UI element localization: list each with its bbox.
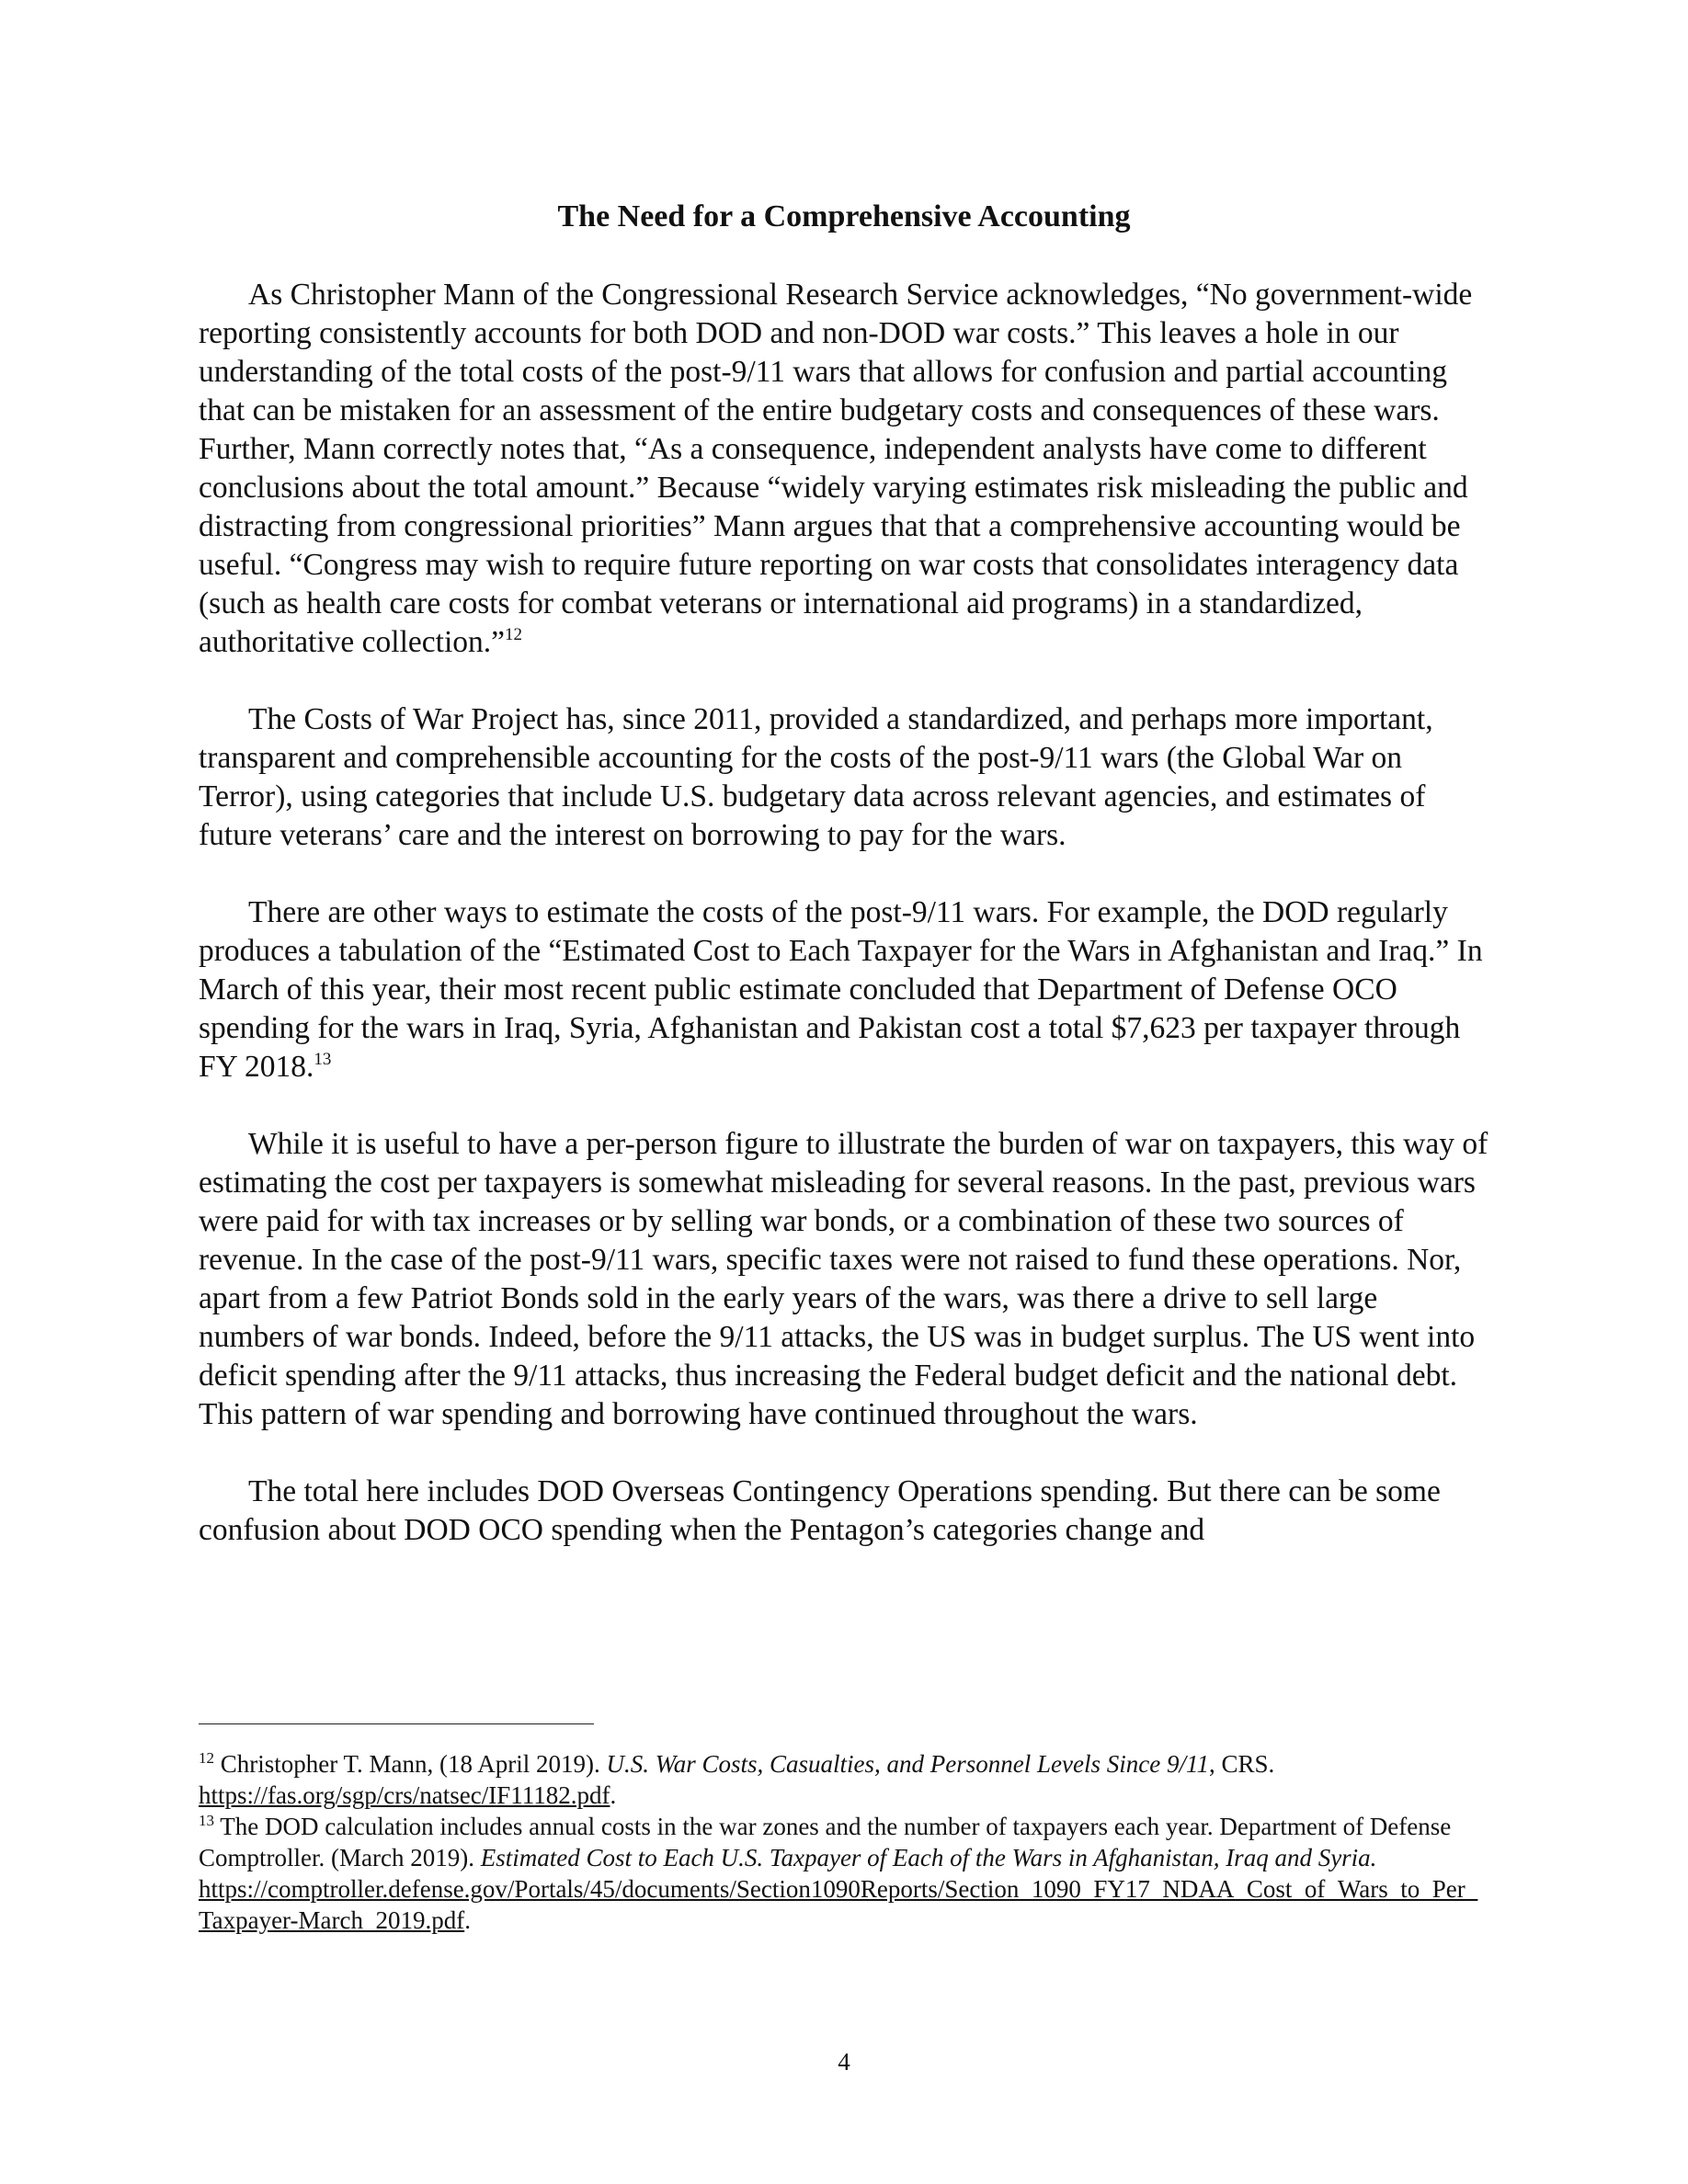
footnote-number: 12: [199, 1749, 214, 1767]
paragraph: [199, 276, 1489, 662]
footnote-reference[interactable]: 13: [314, 1050, 332, 1069]
footnote-number: 13: [199, 1812, 214, 1829]
paragraph-text: The total here includes DOD Overseas Contingency Operations spending. But there can be some confusion about DOD OCO spending when the Pentagon’s categories change and: [199, 1474, 1441, 1547]
footnotes: [199, 1748, 1489, 1936]
footnote-text: Christopher T. Mann, (18 April 2019).: [220, 1750, 607, 1778]
footnote-link[interactable]: https://fas.org/sgp/crs/natsec/IF11182.pdf: [199, 1781, 610, 1809]
body-text: [199, 276, 1489, 1588]
page-number: 4: [838, 2048, 850, 2076]
section-heading: The Need for a Comprehensive Accounting: [557, 199, 1131, 233]
paragraph: [199, 700, 1489, 855]
footnote-text: , CRS.: [1208, 1750, 1275, 1778]
footnote-title: U.S. War Costs, Casualties, and Personnel Levels Since 9/11: [606, 1750, 1209, 1778]
footnote-title: Estimated Cost to Each U.S. Taxpayer of Each of the Wars in Afghanistan, Iraq and Syria.: [480, 1844, 1377, 1871]
paragraph: [199, 893, 1489, 1086]
paragraph-text: While it is useful to have a per-person figure to illustrate the burden of war on taxpayers, this way of estimating the cost per taxpayers is somewhat misleading for several reasons. In the past, previous wars were paid for with tax increases or by selling war bonds, or a combination of these two sources of revenue. In the case of the post-9/11 wars, specific taxes were not raised to fund these operations. Nor, apart from a few Patriot Bonds sold in the early years of the wars, was there a drive to sell large numbers of war bonds. Indeed, before the 9/11 attacks, the US was in budget surplus. The US went into deficit spending after the 9/11 attacks, thus increasing the Federal budget deficit and the national debt. This pattern of war spending and borrowing have continued throughout the wars.: [199, 1127, 1488, 1431]
paragraph-text: There are other ways to estimate the costs of the post-9/11 wars. For example, the DOD regularly produces a tabulation of the “Estimated Cost to Each Taxpayer for the Wars in Afghanistan and Iraq.” In March of this year, their most recent public estimate concluded that Department of Defense OCO spending for the wars in Iraq, Syria, Afghanistan and Pakistan cost a total $7,623 per taxpayer through FY 2018.: [199, 895, 1483, 1084]
footnote: [199, 1811, 1489, 1936]
footnote-link-suffix: .: [610, 1781, 617, 1809]
footnote-link-suffix: .: [464, 1906, 471, 1934]
footnote-separator: [199, 1723, 594, 1724]
footnote-reference[interactable]: 12: [505, 625, 523, 644]
paragraph: [199, 1473, 1489, 1550]
footnote-text: The DOD calculation includes annual costs in the war zones and the number of taxpayers each year. Department of Defense Comptroller. (March 2019).: [199, 1813, 1452, 1871]
paragraph-text: As Christopher Mann of the Congressional Research Service acknowledges, “No government-wide reporting consistently accounts for both DOD and non-DOD war costs.” This leaves a hole in our understanding of the total costs of the post-9/11 wars that allows for confusion and partial accounting that can be mistaken for an assessment of the entire budgetary costs and consequences of these wars. Further, Mann correctly notes that, “As a consequence, independent analysts have come to different conclusions about the total amount.” Because “widely varying estimates risk misleading the public and distracting from congressional priorities” Mann argues that that a comprehensive accounting would be useful. “Congress may wish to require future reporting on war costs that consolidates interagency data (such as health care costs for combat veterans or international aid programs) in a standardized, authoritative collection.”: [199, 278, 1473, 659]
paragraph: [199, 1125, 1489, 1434]
footnote-link[interactable]: https://comptroller.defense.gov/Portals/45/documents/Section1090Reports/Section_1090_FY17_NDAA_Cost_of_Wars_to_Per_Taxpayer-March_2019.pdf: [199, 1875, 1478, 1934]
paragraph-text: The Costs of War Project has, since 2011, provided a standardized, and perhaps more important, transparent and comprehensible accounting for the costs of the post-9/11 wars (the Global War on Terror), using categories that include U.S. budgetary data across relevant agencies, and estimates of future veterans’ care and the interest on borrowing to pay for the wars.: [199, 702, 1433, 852]
footnote: [199, 1748, 1489, 1811]
